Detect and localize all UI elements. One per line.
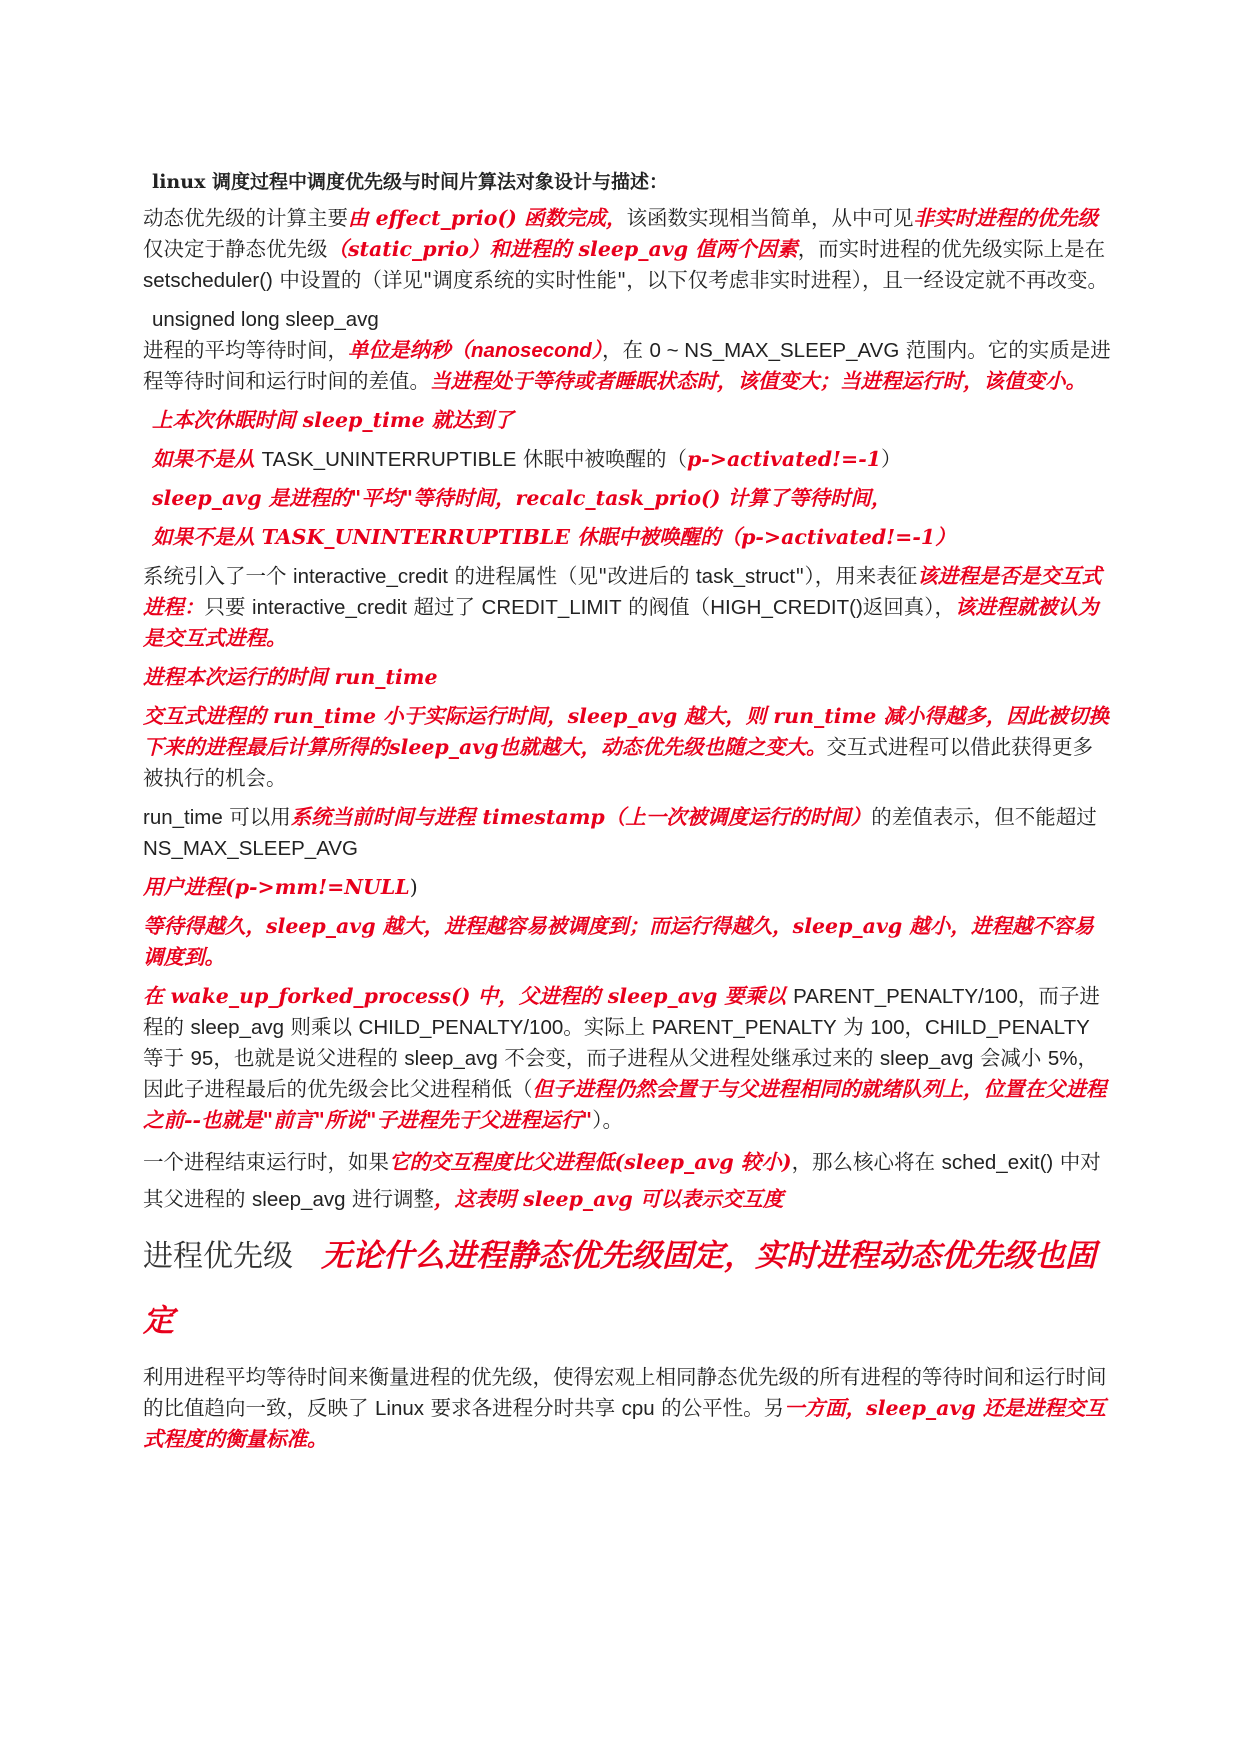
paragraph-uninterruptible-2: 如果不是从 TASK_UNINTERRUPTIBLE 休眠中被唤醒的（p->activated!=-1） xyxy=(152,525,956,549)
paragraph-fairness: 利用进程平均等待时间来衡量进程的优先级，使得宏观上相同静态优先级的所有进程的等待时间和运行时间的比值趋向一致，反映了 Linux 要求各进程分时共享 cpu 的公平性。另一方面，sleep_avg 还是进程交互式程度的衡量标准。 xyxy=(143,1365,1107,1451)
paragraph-sleep-avg-desc: 进程的平均等待时间，单位是纳秒（nanosecond），在 0 ~ NS_MAX_SLEEP_AVG 范围内。它的实质是进程等待时间和运行时间的差值。当进程处于等待或者睡眠状态时，该值变大；当进程运行时，该值变小。 xyxy=(143,338,1111,393)
paragraph-forked-process: 在 wake_up_forked_process() 中，父进程的 sleep_avg 要乘以 PARENT_PENALTY/100，而子进程的 sleep_avg 则乘以 CHILD_PENALTY/100。实际上 PARENT_PENALTY 为 100，CHILD_PENALTY 等于 95，也就是说父进程的 sleep_avg 不会变，而子进程从父进程处继承过来的 sleep_avg 会减小 5%，因此子进程最后的优先级会比父进程稍低（但子进程仍然会置于与父进程相同的就绪队列上，位置在父进程之前--也就是"前言"所说"子进程先于父进程运行"）。 xyxy=(143,984,1107,1132)
paragraph-dynamic-priority: 动态优先级的计算主要由 effect_prio() 函数完成，该函数实现相当简单，从中可见非实时进程的优先级仅决定于静态优先级（static_prio）和进程的 sleep_avg 值两个因素，而实时进程的优先级实际上是在 setscheduler() 中设置的（详见"调度系统的实时性能"，以下仅考虑非实时进程），且一经设定就不再改变。 xyxy=(143,206,1109,292)
paragraph-run-time-calc: run_time 可以用系统当前时间与进程 timestamp（上一次被调度运行的时间）的差值表示，但不能超过 NS_MAX_SLEEP_AVG xyxy=(143,805,1097,860)
paragraph-interactive-credit: 系统引入了一个 interactive_credit 的进程属性（见"改进后的 task_struct"），用来表征该进程是否是交互式进程：只要 interactive_credit 超过了 CREDIT_LIMIT 的阀值（HIGH_CREDIT()返回真），该进程就被认为是交互式进程。 xyxy=(143,564,1102,650)
section-heading-process-priority xyxy=(143,1224,1111,1354)
paragraph-sleep-time: 上本次休眠时间 sleep_time 就达到了 xyxy=(152,408,514,432)
section-heading-label: 进程优先级 xyxy=(143,1239,293,1274)
document-title: linux 调度过程中调度优先级与时间片算法对象设计与描述： xyxy=(152,171,669,193)
paragraph-uninterruptible-1: 如果不是从 TASK_UNINTERRUPTIBLE 休眠中被唤醒的（p->activated!=-1） xyxy=(152,447,902,471)
paragraph-recalc-task-prio: sleep_avg 是进程的"平均"等待时间，recalc_task_prio() 计算了等待时间， xyxy=(152,486,892,510)
document-page xyxy=(143,150,1111,1455)
section-heading-emphasis: 无论什么进程静态优先级固定，实时进程动态优先级也固定 xyxy=(143,1238,1096,1339)
paragraph-sleep-avg-decl: unsigned long sleep_avg xyxy=(152,308,379,331)
paragraph-interactive-run-time: 交互式进程的 run_time 小于实际运行时间，sleep_avg 越大，则 run_time 减小得越多，因此被切换下来的进程最后计算所得的sleep_avg也就越大，动态优先级也随之变大。交互式进程可以借此获得更多被执行的机会。 xyxy=(143,704,1109,790)
paragraph-run-time: 进程本次运行的时间 run_time xyxy=(143,665,438,689)
paragraph-user-process: 用户进程(p->mm!=NULL) xyxy=(143,875,418,899)
paragraph-wait-longer: 等待得越久，sleep_avg 越大，进程越容易被调度到；而运行得越久，sleep_avg 越小，进程越不容易调度到。 xyxy=(143,914,1094,969)
paragraph-sched-exit: 一个进程结束运行时，如果它的交互程度比父进程低(sleep_avg 较小)，那么核心将在 sched_exit() 中对其父进程的 sleep_avg 进行调整，这表明 sleep_avg 可以表示交互度 xyxy=(143,1150,1101,1211)
